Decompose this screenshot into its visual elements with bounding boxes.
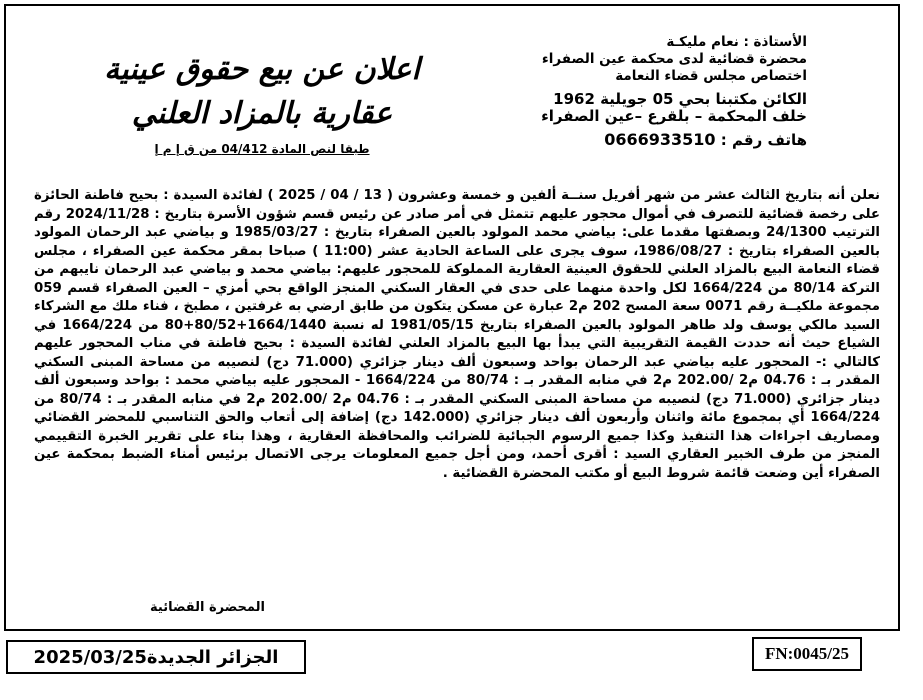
notice-title-line1: اعلان عن بيع حقوق عينية: [104, 52, 420, 87]
bailiff-jurisdiction: اختصاص مجلس قضاء النعامة: [615, 68, 807, 84]
phone-number: 0666933510: [604, 130, 716, 149]
fn-box: FN:0045/25: [752, 637, 862, 671]
newspaper-box: الجزائر الجديدة2025/03/25: [6, 640, 306, 674]
bailiff-office-block: [477, 34, 807, 149]
signoff: المحضرة القضائية: [150, 600, 265, 615]
office-address-line1: الكائن مكتبنا بحي 05 جويلية 1962: [553, 90, 807, 108]
bailiff-name: الأستاذة : نعام مليكـة: [666, 34, 807, 50]
bailiff-role: محضرة قضائية لدى محكمة عين الصفراء: [541, 51, 807, 67]
notice-title: [52, 48, 472, 136]
office-phone: [477, 131, 807, 149]
legal-basis: طبقا لنص المادة 04/412 من ق إ م إ: [154, 142, 370, 156]
phone-label: هاتف رقم :: [720, 131, 807, 149]
notice-title-line2: عقارية بالمزاد العلني: [131, 96, 393, 131]
notice-body: نعلن أنه بتاريخ الثالث عشر من شهر أفريل سنــة ألفين و خمسة وعشرون ( 13 / 04 / 2025 ) لفائدة السيدة : بحيح فاطنة الحائزة على رخصة قضائية للتصرف في أموال محجور عليهم تتمثل في أمر صادر عن رئيس قسم شؤون الأسرة بتاريخ : 2024/11/28 رقم الترتيب 24/1300 وبصفتها مقدما على: بياضي محمد المولود بالعين الصفراء بتاريخ : 1985/03/27 و بياضي عبد الرحمان المولود بالعين الصفراء بتاريخ : 1986/08/27، سوف يجرى على الساعة الحادية عشر (11:00 ) صباحا بمقر محكمة عين الصفراء ، مجلس قضاء النعامة البيع بالمزاد العلني للحقوق العينية العقارية المملوكة للمحجور عليهم: بياضي محمد و بياضي عبد الرحمان نايبهم من التركة 80/14 من 1664/224 لكل واحدة منهما على حدى في العقار السكني المنجز الواقع بحي أمزي – العين الصفراء قسم 059 مجموعة ملكيــة رقم 0071 سعة المسح 202 م2 عبارة عن مسكن يتكون من طابق ارضي به غرفتين ، مطبخ ، فناء ملك مع الشركاء السيد مالكي يوسف ولد طاهر المولود بالعين الصفراء بتاريخ 1981/05/15 له نسبة 1664/1440+80/52+80 من 1664/224 في الشياع حيث أنه حددت القيمة التقريبية التي يبدأ بها البيع بالمزاد العلني لفائدة السيدة : بحيح فاطنة في مناب المحجور عليهم كالتالي :- المحجور عليه بياضي عبد الرحمان بواحد وسبعون ألف دينار جزائري (71.000 دج) لنصيبه من مساحة المبنى السكني المقدر بـ : 04.76 م2 /202.00 م2 في منابه المقدر بـ : 80/74 من 1664/224 - المحجور عليه بياضي محمد : بواحد وسبعون ألف دينار جزائري (71.000 دج) لنصيبه من مساحة المبنى السكني المقدر بـ : 04.76 م2 /202.00 م2 في منابه المقدر بـ : 80/74 من 1664/224 أي بمجموع مائة واثنان وأربعون ألف دينار جزائري (142.000 دج) إضافة إلى أتعاب والحق التناسبي للمحضر القضائي ومصاريف اجراءات هذا التنفيذ وكذا جميع الرسوم الجبائية للضرائب والمحافظة العقارية ، وهذا بناء على تقرير الخبرة التقييمي المنجز من طرف الخبير العقاري السيد : أقرى أحمد، ومن أجل جميع المعلومات يرجى الاتصال برئيس أمناء الضبط بمحكمة عين الصفراء أين وضعت قائمة شروط البيع أو مكتب المحضرة القضائية .: [34, 188, 881, 481]
office-address-line2: خلف المحكمة – بلقرع –عين الصفراء: [541, 107, 807, 125]
